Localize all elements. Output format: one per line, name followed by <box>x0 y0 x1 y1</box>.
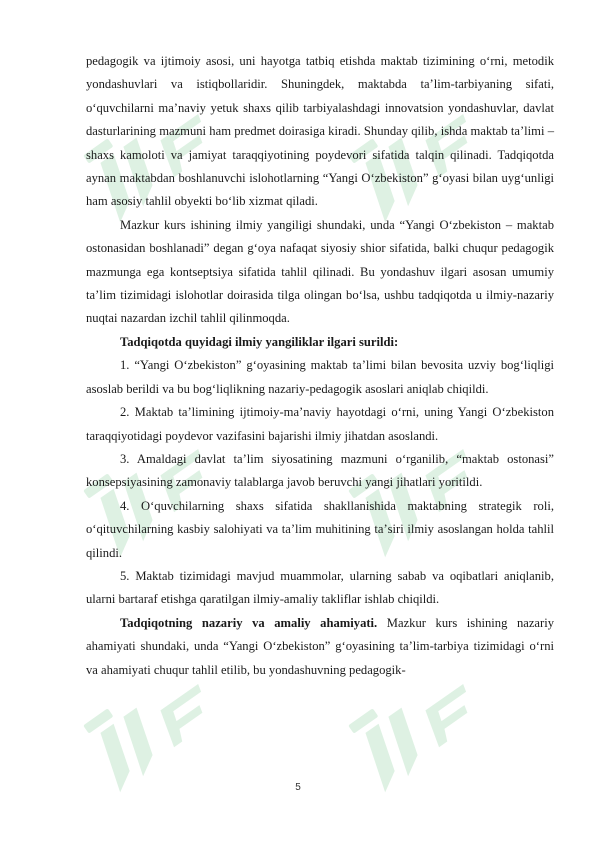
paragraph-scientific-novelty: Mazkur kurs ishining ilmiy yangiligi shundaki, unda “Yangi Oʻzbekiston – maktab ostonasidan boshlanadi” degan gʻoya nafaqat siyosiy shior sifatida, balki chuqur pedagogik mazmunga ega kontseptsiya sifatida tahlil qilinadi. Bu yondashuv ilgari asosan umumiy taʼlim tizimidagi islohotlar doirasida tilga olingan boʻlsa, ushbu tadqiqotda u ilmiy-nazariy nuqtai nazardan izchil tahlil qilinmoqda. <box>86 217 554 326</box>
list-item-novelty-2: 2. Maktab taʼlimining ijtimoiy-maʼnaviy hayotdagi oʻrni, uning Yangi Oʻzbekiston taraqqiyotidagi poydevor vazifasini bajarishi ilmiy jihatdan asoslandi. <box>86 405 554 443</box>
list-item-novelty-1: 1. “Yangi Oʻzbekiston” gʻoyasining maktab taʼlimi bilan bevosita uzviy bogʻliqligi asoslab berildi va bu bogʻliqlikning nazariy-pedagogik asoslari aniqlab chiqildi. <box>86 358 554 396</box>
significance-lead: Tadqiqotning nazariy va amaliy ahamiyati. <box>120 615 378 630</box>
list-item-novelty-5: 5. Maktab tizimidagi mavjud muammolar, ularning sabab va oqibatlari aniqlanib, ularni bartaraf etishga qaratilgan ilmiy-amaliy takliflar ishlab chiqildi. <box>86 568 554 607</box>
significance-text: Mazkur kurs ishining nazariy ahamiyati shundaki, unda “Yangi Oʻzbekiston” gʻoyasining taʼlim-tarbiya tizimidagi oʻrni va ahamiyati chuqur tahlil etilib, bu yondashuvning pedagogik- <box>86 615 555 677</box>
heading-novelties: Tadqiqotda quyidagi ilmiy yangiliklar ilgari surildi: <box>120 334 399 349</box>
page-number: 5 <box>295 782 301 793</box>
list-item-novelty-3: 3. Amaldagi davlat taʼlim siyosatining mazmuni oʻrganilib, “maktab ostonasi” konsepsiyasining zamonaviy talablarga javob beruvchi yangi jihatlari yoritildi. <box>86 451 554 490</box>
paragraph-significance <box>86 612 554 682</box>
paragraph-research-subject: pedagogik va ijtimoiy asosi, uni hayotga tatbiq etishda maktab tizimining oʻrni, metodik yondashuvlari va istiqbollaridir. Shuningdek, maktabda taʼlim-tarbiyaning sifati, oʻquvchilarni maʼnaviy yetuk shaxs qilib tarbiyalashdagi innovatsion yondashuvlar, davlat dasturlarining mazmuni ham predmet doirasiga kiradi. Shunday qilib, ishda maktab taʼlimi – shaxs kamoloti va jamiyat taraqqiyotining poydevori sifatida talqin qilinadi. Tadqiqotda aynan maktabdan boshlanuvchi islohotlarning “Yangi Oʻzbekiston” gʻoyasi bilan uygʻunligi ham asosiy tahlil obyekti boʻlib xizmat qiladi. <box>86 54 554 209</box>
list-item-novelty-4: 4. Oʻquvchilarning shaxs sifatida shakllanishida maktabning strategik roli, oʻqituvchilarning kasbiy salohiyati va taʼlim muhitining taʼsiri ilmiy asoslangan holda tahlil qilindi. <box>86 498 554 560</box>
document-body <box>86 50 554 682</box>
